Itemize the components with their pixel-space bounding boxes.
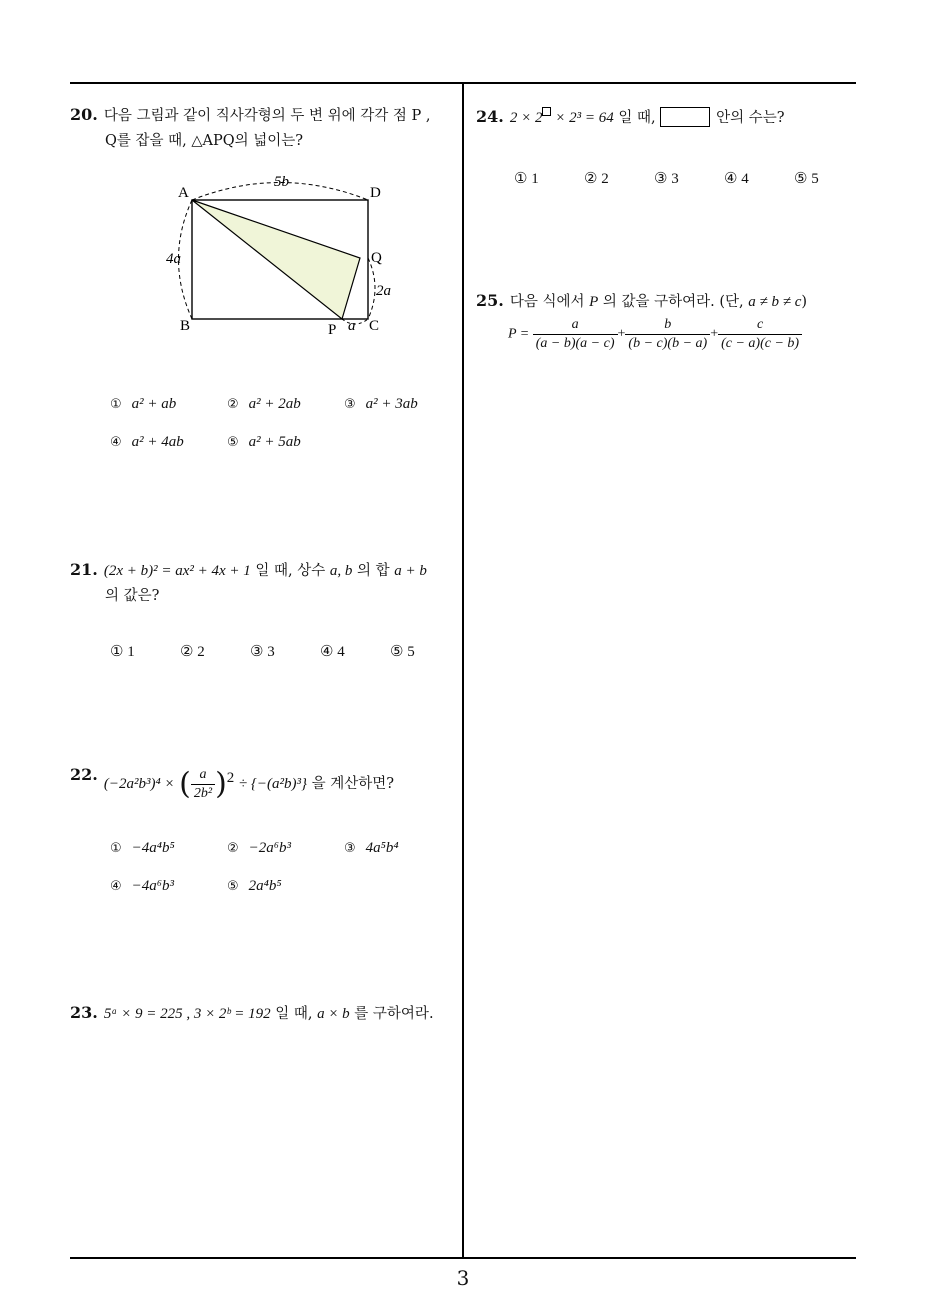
label-q-point: Q xyxy=(371,250,382,266)
choice-4[interactable]: ④ a² + 4ab xyxy=(110,434,184,450)
arc-right xyxy=(368,258,375,319)
choice-2[interactable]: ② 2 xyxy=(584,171,609,187)
label-right-length: 2a xyxy=(376,283,391,299)
label-a-vertex: A xyxy=(178,185,189,201)
question-text-line2: 의 값은? xyxy=(105,588,160,604)
choice-1[interactable]: ① −4a⁴b⁵ xyxy=(110,840,175,856)
question-number: 21. xyxy=(70,560,98,579)
question-number: 22. xyxy=(70,765,98,784)
label-p-point: P xyxy=(328,322,337,338)
question-24: 24. 2 × 2 × 2³ = 64 일 때, 안의 수는? xyxy=(476,107,785,126)
label-top-length: 5b xyxy=(274,174,289,190)
question-22: 22. (−2a²b³)⁴ × ( $\frac{a}{\text{2b²}}$ )$^2$ ÷ {−(a²b)³} 을 계산하면? xyxy=(70,765,395,802)
choice-1[interactable]: ① a² + ab xyxy=(110,396,177,412)
label-d-vertex: D xyxy=(370,185,381,201)
choice-1[interactable]: ① 1 xyxy=(110,644,135,660)
rectangle-figure xyxy=(150,165,410,345)
label-left-length: 4a xyxy=(166,251,181,267)
question-text-line2: Q를 잡을 때, △APQ의 넓이는? xyxy=(105,133,304,149)
fraction-term-2: $\frac{b}{(b - c)(b - a)}$ xyxy=(625,316,710,353)
choice-5[interactable]: ⑤ 5 xyxy=(390,644,415,660)
question-21: 21. (2x + b)² = ax² + 4x + 1 일 때, 상수 a, b 의 합 a + b 의 값은? xyxy=(70,557,460,609)
choice-5[interactable]: ⑤ 5 xyxy=(794,171,819,187)
q25-formula: P = $\frac{a}{(a - b)(a - c)}$ + $\frac{b}{(b - c)(b - a)}$ + $\frac{c}{(c - a)(c - b)}$ xyxy=(508,316,802,353)
choice-2[interactable]: ② a² + 2ab xyxy=(227,396,301,412)
choice-1[interactable]: ① 1 xyxy=(514,171,539,187)
fraction: $\frac{a}{\text{2b²}}$ xyxy=(191,766,215,803)
question-20 xyxy=(70,102,460,154)
label-c-vertex: C xyxy=(369,318,380,334)
question-25: 25. 다음 식에서 P 의 값을 구하여라. (단, a ≠ b ≠ c) xyxy=(476,291,808,310)
question-number: 25. xyxy=(476,291,504,310)
choice-3[interactable]: ③ a² + 3ab xyxy=(344,396,418,412)
formula-lhs: P = xyxy=(508,326,530,342)
question-23: 23. 5ᵃ × 9 = 225 , 3 × 2ᵇ = 192 일 때, a × b 를 구하여라. xyxy=(70,1003,434,1022)
bottom-rule xyxy=(70,1257,856,1259)
question-number: 20. xyxy=(70,105,98,124)
choice-2[interactable]: ② −2a⁶b³ xyxy=(227,840,291,856)
choice-5[interactable]: ⑤ a² + 5ab xyxy=(227,434,301,450)
question-number: 23. xyxy=(70,1003,98,1022)
choice-2[interactable]: ② 2 xyxy=(180,644,205,660)
label-bottom-length: a xyxy=(348,318,356,334)
triangle-apq xyxy=(192,200,360,319)
choice-3[interactable]: ③ 4a⁵b⁴ xyxy=(344,840,399,856)
page-number: 3 xyxy=(456,1266,470,1290)
equation: 5ᵃ × 9 = 225 , 3 × 2ᵇ = 192 xyxy=(103,1006,271,1022)
fraction-term-3: $\frac{c}{(c - a)(c - b)}$ xyxy=(718,316,802,353)
question-number: 24. xyxy=(476,107,504,126)
choice-4[interactable]: ④ 4 xyxy=(724,171,749,187)
choice-4[interactable]: ④ −4a⁶b³ xyxy=(110,878,174,894)
choice-5[interactable]: ⑤ 2a⁴b⁵ xyxy=(227,878,282,894)
choice-3[interactable]: ③ 3 xyxy=(250,644,275,660)
fraction-term-1: $\frac{a}{(a - b)(a - c)}$ xyxy=(533,316,618,353)
choice-3[interactable]: ③ 3 xyxy=(654,171,679,187)
column-divider xyxy=(462,82,464,1259)
choice-4[interactable]: ④ 4 xyxy=(320,644,345,660)
question-text-line1: 다음 그림과 같이 직사각형의 두 변 위에 각각 점 P , xyxy=(103,108,431,124)
label-b-vertex: B xyxy=(180,318,191,334)
answer-box[interactable] xyxy=(660,107,710,127)
equation: (2x + b)² = ax² + 4x + 1 xyxy=(103,563,251,579)
